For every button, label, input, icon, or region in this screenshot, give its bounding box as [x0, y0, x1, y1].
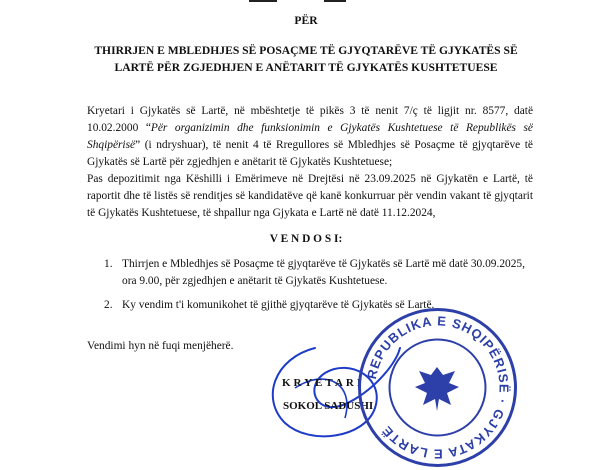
seal-text: REPUBLIKA E SHQIPËRISË · GJYKATA E LARTË [364, 313, 512, 462]
double-headed-eagle-icon [415, 367, 459, 411]
top-rule-right [324, 0, 346, 2]
heading-per: PËR [294, 14, 318, 27]
item-1-text: Thirrjen e Mbledhjes së Posaçme të gjyqtarëve të Gjykatës së Lartë më datë 30.09.2025, ora 9.00, për zgjedhjen e anëtarit të Gjykatës Kushtetuese. [122, 258, 525, 287]
decision-heading: V E N D O S I: [269, 233, 343, 245]
title-line-2: LARTË PËR ZGJEDHJEN E ANËTARIT TË GJYKATËS KUSHTETUESE [114, 61, 498, 74]
court-seal [355, 305, 520, 470]
item-1-number: 1. [104, 258, 113, 270]
preamble-text-b: ” (i ndryshuar), të nenit 4 të Rregullores së Mbledhjes së Posaçme të gjyqtarëve të Gjykatës së Lartë për zgjedhjen e anëtarit të Gjykatës Kushtetuese; [87, 139, 533, 168]
law-title: Për organizimin dhe funksionimin e Gjykatës Kushtetuese të Republikës së Shqipërisë [87, 122, 533, 151]
signatory-name: SOKOL SADUSHI [283, 400, 374, 412]
preamble-text-a: Kryetari i Gjykatës së Lartë, në mbështetje të pikës 3 të nenit 7/ç të ligjit nr. 8577, datë 10.02.2000 “ [87, 105, 533, 134]
signatory-role: KRYETARI [282, 377, 365, 389]
item-2-number: 2. [104, 299, 113, 311]
top-rule-left [249, 0, 277, 2]
item-2-text: Ky vendim t'i komunikohet të gjithë gjyqtarëve të Gjykatës së Lartë. [122, 299, 435, 311]
closing-statement: Vendimi hyn në fuqi menjëherë. [87, 340, 234, 352]
title-line-1: THIRRJEN E MBLEDHJES SË POSAÇME TË GJYQTARËVE TË GJYKATËS SË [94, 44, 518, 57]
deposit-paragraph: Pas depozitimit nga Këshilli i Emërimeve në Drejtësi në 23.09.2025 në Gjykatën e Lartë, të raportit dhe të listës së renditjes së kandidatëve që kanë konkurruar për vendin vakant të gjyqtarit të Gjykatës Kushtetuese, të shpallur nga Gjykata e Lartë në datë 11.12.2024, [87, 173, 533, 219]
preamble-paragraph [87, 103, 533, 171]
